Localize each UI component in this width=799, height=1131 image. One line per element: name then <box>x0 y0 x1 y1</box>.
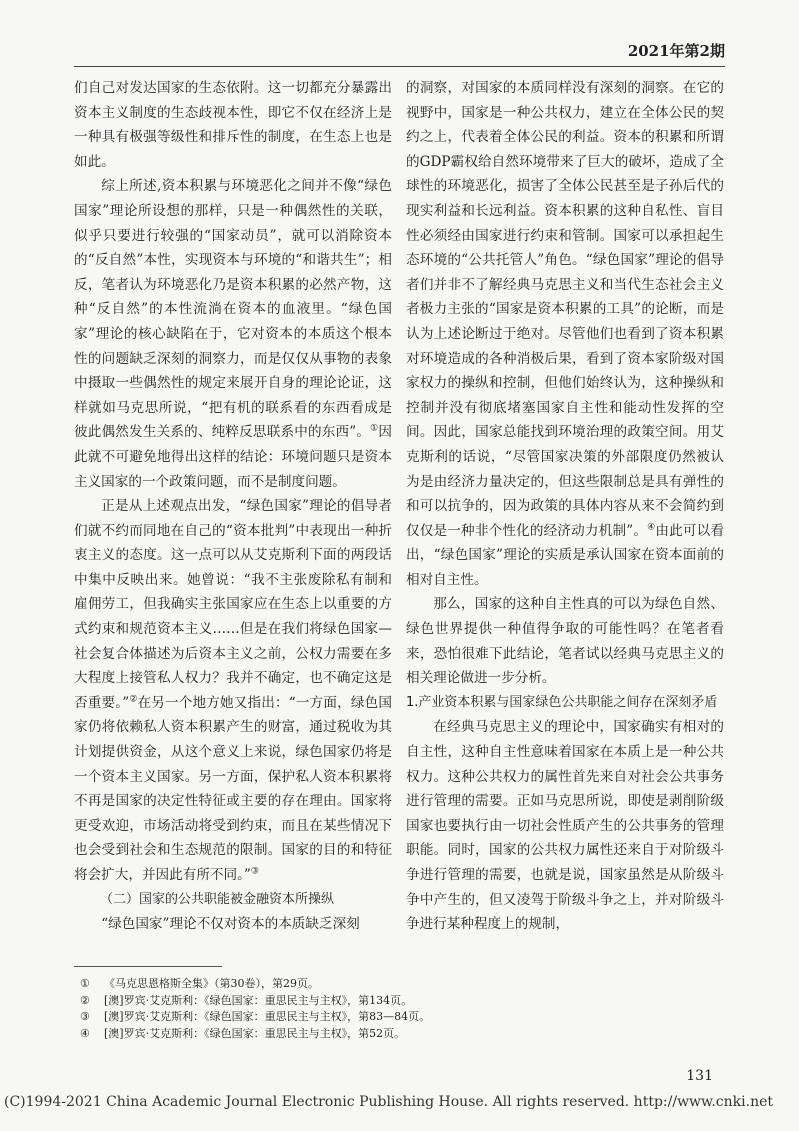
footnote-ref[interactable]: ② <box>129 694 138 705</box>
subsection-heading: 1.产业资本积累与国家绿色公共职能之间存在深刻矛盾 <box>406 694 718 710</box>
footnote: ④ [澳]罗宾·艾克斯利：《绿色国家：重思民主与主权》，第52页。 <box>80 1026 406 1040</box>
footnote-rule <box>74 966 222 967</box>
section-heading: （二）国家的公共职能被金融资本所操纵 <box>100 891 335 907</box>
journal-issue-header: 2021年第2期 <box>627 42 725 60</box>
footnote-ref[interactable]: ④ <box>647 522 656 533</box>
paragraph: 的洞察，对国家的本质同样没有深刻的洞察。在它的视野中，国家是一种公共权力，建立在全体公民的契约之上，代表着全体公民的利益。资本的积累和所谓的GDP霸权给自然环境带来了巨大的破坏，造成了全球性的环境恶化，损害了全体公民甚至是子孙后代的现实利益和长远利益。资本积累的这种自私性、盲目性必须经由国家进行约束和管制。国家可以承担起生态环境的“公共托管人”角色。“绿色国家”理论的倡导者们并非不了解经典马克思主义和当代生态社会主义者极力主张的“国家是资本积累的工具”的论断，而是认为上述论断过于绝对。尽管他们也看到了资本积累对环境造成的各种消极后果，看到了资本家阶级对国家权力的操纵和控制，但他们始终认为，这种操纵和控制并没有彻底堵塞国家自主性和能动性发挥的空间。因此，国家总能找到环境治理的政策空间。用艾克斯利的话说，“尽管国家决策的外部限度仍然被认为是由经济力量决定的，但这些限制总是具有弹性的和可以抗争的，因为政策的具体内容从来不会简约到仅仅是一种非个性化的经济动力机制”。④由此可以看出，“绿色国家”理论的实质是承认国家在资本面前的相对自主性。 <box>406 80 725 588</box>
copyright-notice: (C)1994-2021 China Academic Journal Electronic Publishing House. All rights reserved. http://www.cnki.net <box>4 1094 774 1110</box>
paragraph: 综上所述,资本积累与环境恶化之间并不像“绿色国家”理论所设想的那样，只是一种偶然性的关联，似乎只要进行较强的“国家动员”，就可以消除资本的“反自然”本性，实现资本与环境的“和谐共生”；相反，笔者认为环境恶化乃是资本积累的必然产物，这种“反自然”的本性流淌在资本的血液里。“绿色国家”理论的核心缺陷在于，它对资本的本质这个根本性的问题缺乏深刻的洞察力，而是仅仅从事物的表象中摄取一些偶然性的规定来展开自身的理论论证，这样就如马克思所说，“把有机的联系看的东西看成是彼此偶然发生关系的、纯粹反思联系中的东西”。①因此就不可避免地得出这样的结论：环境问题只是资本主义国家的一个政策问题，而不是制度问题。 <box>74 178 392 490</box>
footnotes <box>80 976 700 1042</box>
left-column <box>74 76 392 937</box>
footnote: ① 《马克思恩格斯全集》（第30卷），第29页。 <box>80 977 319 990</box>
header-rule <box>74 66 725 67</box>
footnote-ref[interactable]: ① <box>370 423 379 434</box>
footnote: ② [澳]罗宾·艾克斯利：《绿色国家：重思民主与主权》，第134页。 <box>80 993 413 1007</box>
page-number: 131 <box>686 1068 713 1084</box>
paragraph: 们自己对发达国家的生态依附。这一切都充分暴露出资本主义制度的生态歧视本性，即它不仅在经济上是一种具有极强等级性和排斥性的制度，在生态上也是如此。 <box>74 80 392 170</box>
paragraph: 那么，国家的这种自主性真的可以为绿色自然、绿色世界提供一种值得争取的可能性吗？在笔者看来，恐怕很难下此结论，笔者试以经典马克思主义的相关理论做进一步分析。 <box>406 596 724 687</box>
right-column <box>406 76 724 937</box>
footnote: ③ [澳]罗宾·艾克斯利：《绿色国家：重思民主与主权》，第83—84页。 <box>80 1010 431 1023</box>
paragraph: 在经典马克思主义的理论中，国家确实有相对的自主性，这种自主性意味着国家在本质上是一种公共权力。这种公共权力的属性首先来自对社会公共事务进行管理的需要。正如马克思所说，即使是剥削阶级国家也要执行由一切社会性质产生的公共事务的管理职能。同时，国家的公共权力属性还来自于对阶级斗争进行管理的需要，也就是说，国家虽然是从阶级斗争中产生的，但又凌驾于阶级斗争之上，并对阶级斗争进行某种程度上的规制， <box>406 719 724 933</box>
footnote-ref[interactable]: ③ <box>250 866 259 877</box>
paragraph: “绿色国家”理论不仅对资本的本质缺乏深刻 <box>101 916 360 933</box>
paragraph: 正是从上述观点出发，“绿色国家”理论的倡导者们就不约而同地在自己的“资本批判”中表现出一种折衷主义的态度。这一点可以从艾克斯利下面的两段话中集中反映出来。她曾说：“我不主张废除私有制和雇佣劳工，但我确实主张国家应在生态上以重要的方式约束和规范资本主义……但是在我们将绿色国家—社会复合体描述为后资本主义之前，公权力需要在多大程度上接管私人权力？我并不确定，也不确定这是否重要。”②在另一个地方她又指出：“一方面，绿色国家仍将依赖私人资本积累产生的财富，通过税收为其计划提供资金，从这个意义上来说，绿色国家仍将是一个资本主义国家。另一方面，保护私人资本积累将不再是国家的决定性特征或主要的存在理由。国家将更受欢迎，市场活动将受到约束，而且在某些情况下也会受到社会和生态规范的限制。国家的目的和特征将会扩大，并因此有所不同。”③ <box>74 498 392 883</box>
